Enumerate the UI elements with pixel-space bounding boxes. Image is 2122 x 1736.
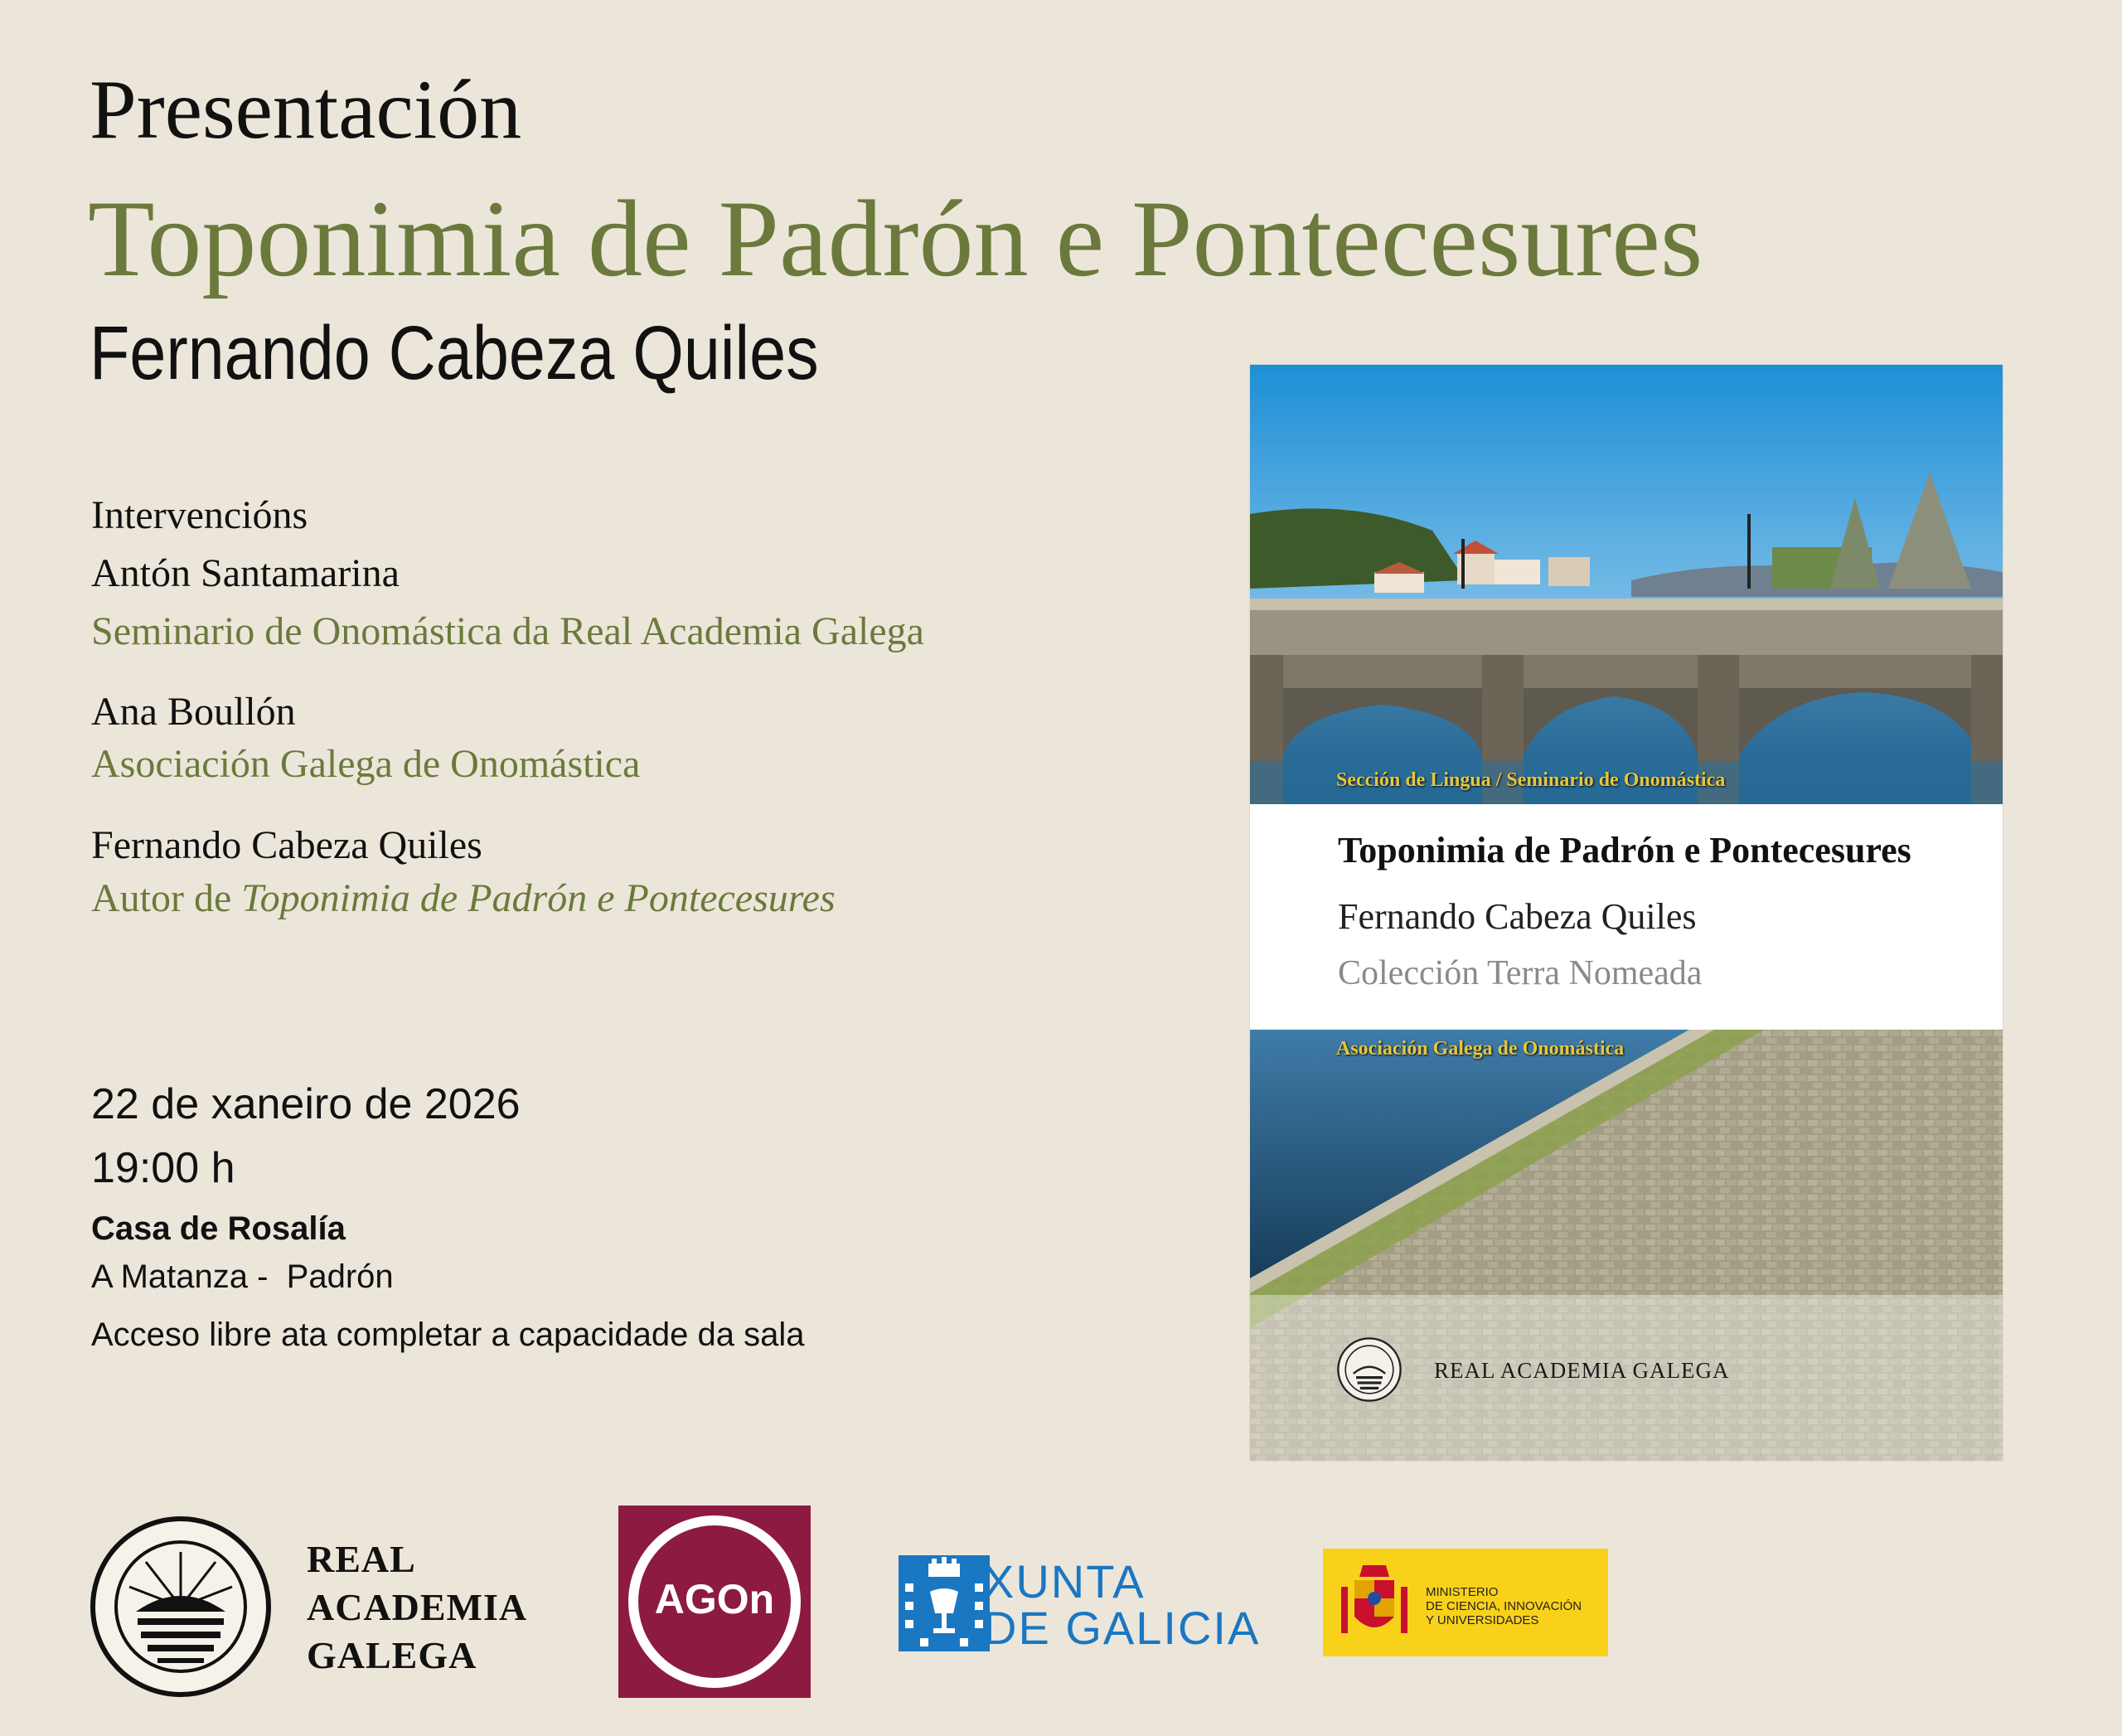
xunta-galicia-emblem-icon xyxy=(899,1555,990,1651)
event-venue: Casa de Rosalía xyxy=(91,1210,346,1247)
real-academia-galega-seal-icon xyxy=(88,1514,274,1700)
cover-association-label: Asociación Galega de Onomástica xyxy=(1336,1038,1625,1060)
event-date: 22 de xaneiro de 2026 xyxy=(91,1080,521,1128)
agon-logo xyxy=(618,1506,811,1698)
event-time: 19:00 h xyxy=(91,1144,235,1192)
xunta-galicia-logo-text xyxy=(983,1555,1261,1654)
ministerio-logo-line: MINISTERIO xyxy=(1426,1585,1499,1599)
speaker-name: Antón Santamarina xyxy=(91,551,400,595)
book-title-italic: Toponimia de Padrón e Pontecesures xyxy=(241,876,836,920)
spain-coat-of-arms-icon xyxy=(1338,1562,1411,1643)
presentation-label: Presentación xyxy=(90,63,522,157)
interventions-label: Intervencións xyxy=(91,493,308,537)
speaker-affiliation xyxy=(91,876,836,920)
cover-collection: Colección Terra Nomeada xyxy=(1338,954,1703,992)
speaker-affiliation: Seminario de Onomástica da Real Academia Galega xyxy=(91,609,924,653)
rag-logo-line: ACADEMIA xyxy=(307,1586,528,1628)
author-heading: Fernando Cabeza Quiles xyxy=(90,311,819,395)
rag-logo-line: REAL xyxy=(307,1538,416,1580)
speaker-name: Ana Boullón xyxy=(91,690,296,734)
rag-logo-line: GALEGA xyxy=(307,1634,477,1676)
ministerio-logo xyxy=(1323,1549,1608,1656)
bridge-photo xyxy=(1250,365,2003,804)
xunta-logo-line: XUNTA xyxy=(983,1555,1146,1607)
ministerio-logo-line: Y UNIVERSIDADES xyxy=(1426,1613,1539,1627)
affiliation-prefix: Autor de xyxy=(91,876,242,920)
speaker-name: Fernando Cabeza Quiles xyxy=(91,823,482,867)
book-cover xyxy=(1250,365,2003,1461)
real-academia-galega-logo-text xyxy=(307,1535,527,1680)
event-place: A Matanza - Padrón xyxy=(91,1258,394,1295)
ministerio-logo-line: DE CIENCIA, INNOVACIÓN xyxy=(1426,1599,1582,1613)
ministerio-logo-text xyxy=(1426,1585,1582,1627)
agon-logo-text: AGOn xyxy=(654,1576,775,1622)
page-title: Toponimia de Padrón e Pontecesures xyxy=(88,177,1703,299)
cover-title: Toponimia de Padrón e Pontecesures xyxy=(1338,830,1911,870)
speaker-affiliation: Asociación Galega de Onomástica xyxy=(91,742,641,786)
cover-section-label: Sección de Lingua / Seminario de Onomástica xyxy=(1336,769,1726,791)
cover-author: Fernando Cabeza Quiles xyxy=(1338,896,1697,937)
event-access-note: Acceso libre ata completar a capacidade da sala xyxy=(91,1317,805,1353)
rag-seal-icon xyxy=(1336,1336,1403,1403)
cover-publisher: REAL ACADEMIA GALEGA xyxy=(1434,1358,1730,1383)
xunta-logo-line: DE GALICIA xyxy=(983,1602,1261,1654)
